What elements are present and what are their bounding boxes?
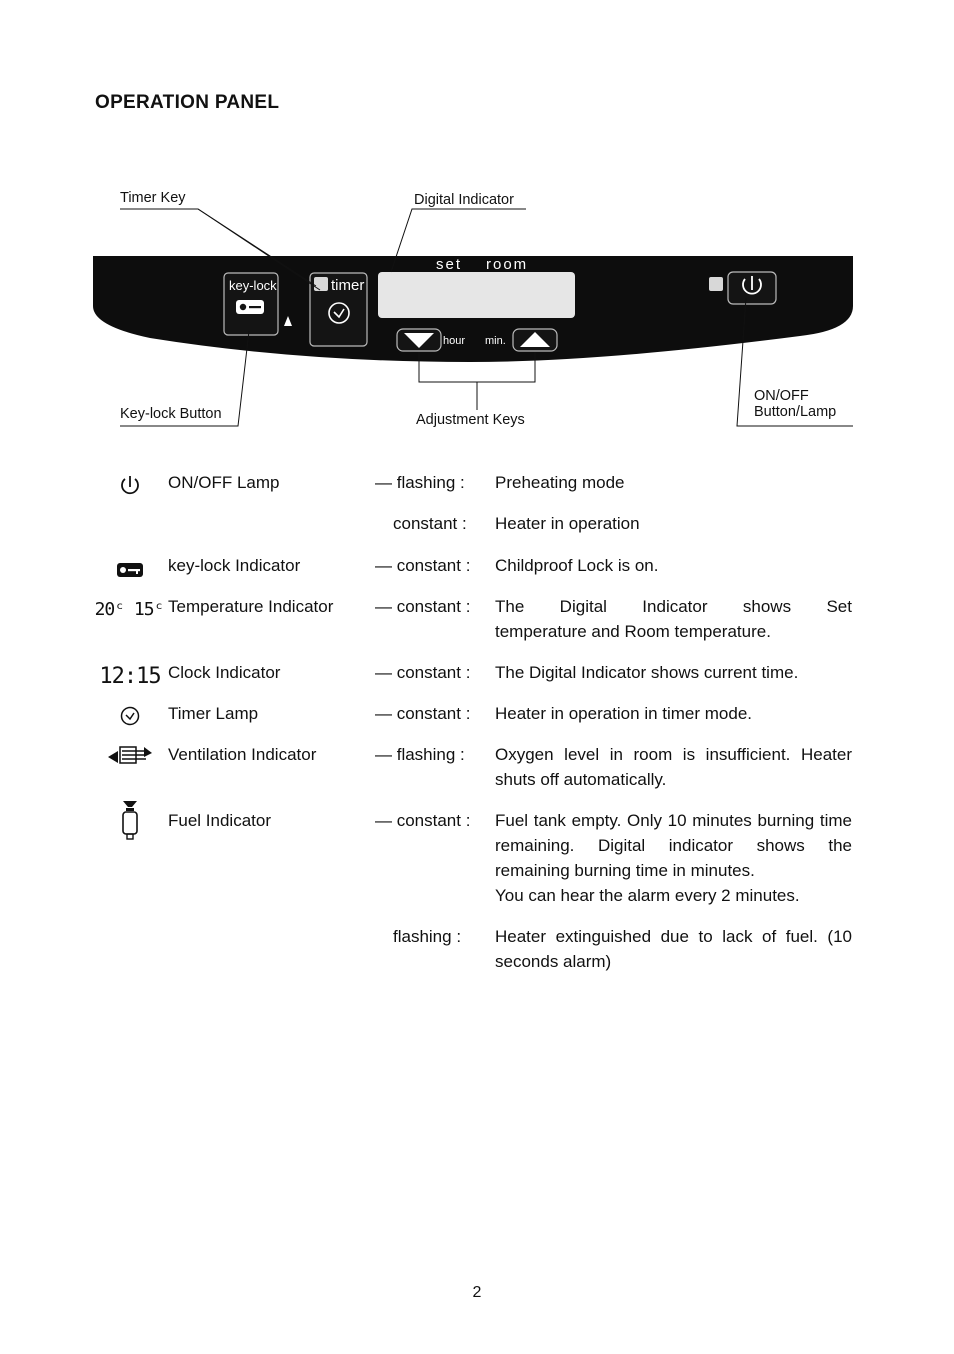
callout-timer-key: Timer Key xyxy=(120,190,186,206)
timer-lamp xyxy=(314,277,328,291)
indicator-name: Temperature Indicator xyxy=(168,597,334,616)
callout-onoff xyxy=(754,388,836,420)
description-text: Fuel tank empty. Only 10 minutes burning time remaining. Digital indicator shows the remaining burning time in minutes. xyxy=(495,811,852,880)
indicator-description: Heater in operation in timer mode. xyxy=(495,704,753,723)
keylock-button[interactable] xyxy=(224,273,278,335)
min-label: min. xyxy=(485,335,506,347)
indicator-name: Ventilation Indicator xyxy=(168,745,317,764)
indicator-description: Heater extinguished due to lack of fuel. (10 seconds alarm) xyxy=(495,927,852,971)
timer-button[interactable] xyxy=(310,273,367,346)
timer-clock-icon xyxy=(100,696,160,736)
indicator-state: — constant : xyxy=(375,811,471,830)
indicator-description: Childproof Lock is on. xyxy=(495,556,659,575)
description-line: temperature and Room temperature. xyxy=(495,622,771,641)
indicator-description xyxy=(495,808,852,908)
keylock-label: key-lock xyxy=(229,278,277,293)
indicator-state: — flashing : xyxy=(375,473,465,492)
indicator-name: key-lock Indicator xyxy=(168,556,301,575)
hour-label: hour xyxy=(443,335,466,347)
indicator-description: The Digital Indicator shows current time. xyxy=(495,663,799,682)
indicator-name: Clock Indicator xyxy=(168,663,281,682)
key-icon xyxy=(100,550,160,590)
indicator-description: Oxygen level in room is insufficient. Heater shuts off automatically. xyxy=(495,745,852,789)
indicator-state: flashing : xyxy=(393,927,462,946)
power-icon xyxy=(100,465,160,505)
hour-down-key[interactable] xyxy=(397,329,441,351)
callout-onoff-line1: ON/OFF xyxy=(754,388,809,404)
callout-onoff-line2: Button/Lamp xyxy=(754,404,837,420)
indicator-name: Timer Lamp xyxy=(168,704,259,723)
min-up-key[interactable] xyxy=(513,329,557,351)
fuel-tank-icon xyxy=(100,800,160,842)
set-label: set xyxy=(436,256,463,273)
clock-digits-icon: 12:15 xyxy=(99,663,161,689)
power-button[interactable] xyxy=(728,272,776,304)
description-line: The Digital Indicator shows Set xyxy=(495,597,852,616)
timer-label: timer xyxy=(331,277,365,294)
indicator-state: — flashing : xyxy=(375,745,465,764)
indicator-state: — constant : xyxy=(375,597,471,616)
indicator-name: ON/OFF Lamp xyxy=(168,473,280,492)
indicator-state: — constant : xyxy=(375,556,471,575)
indicator-state: constant : xyxy=(393,514,467,533)
room-label: room xyxy=(486,256,529,273)
indicator-name: Fuel Indicator xyxy=(168,811,271,830)
callout-adjustment-keys: Adjustment Keys xyxy=(416,412,525,428)
page-number: 2 xyxy=(472,1284,482,1301)
key-icon xyxy=(236,300,264,314)
description-extra: You can hear the alarm every 2 minutes. xyxy=(495,886,800,905)
lcd-window xyxy=(378,272,575,318)
indicator-state: — constant : xyxy=(375,663,471,682)
indicator-state: — constant : xyxy=(375,704,471,723)
page-title: OPERATION PANEL xyxy=(95,92,280,113)
callout-keylock-button: Key-lock Button xyxy=(120,406,222,422)
ventilation-icon xyxy=(100,735,160,775)
onoff-lamp xyxy=(709,277,723,291)
indicator-description xyxy=(495,594,852,644)
indicator-description: Heater in operation xyxy=(495,514,640,533)
temperature-digits-icon: 20ᶜ 15ᶜ xyxy=(94,598,164,620)
callout-digital-indicator: Digital Indicator xyxy=(414,192,514,208)
indicator-description: Preheating mode xyxy=(495,473,625,492)
